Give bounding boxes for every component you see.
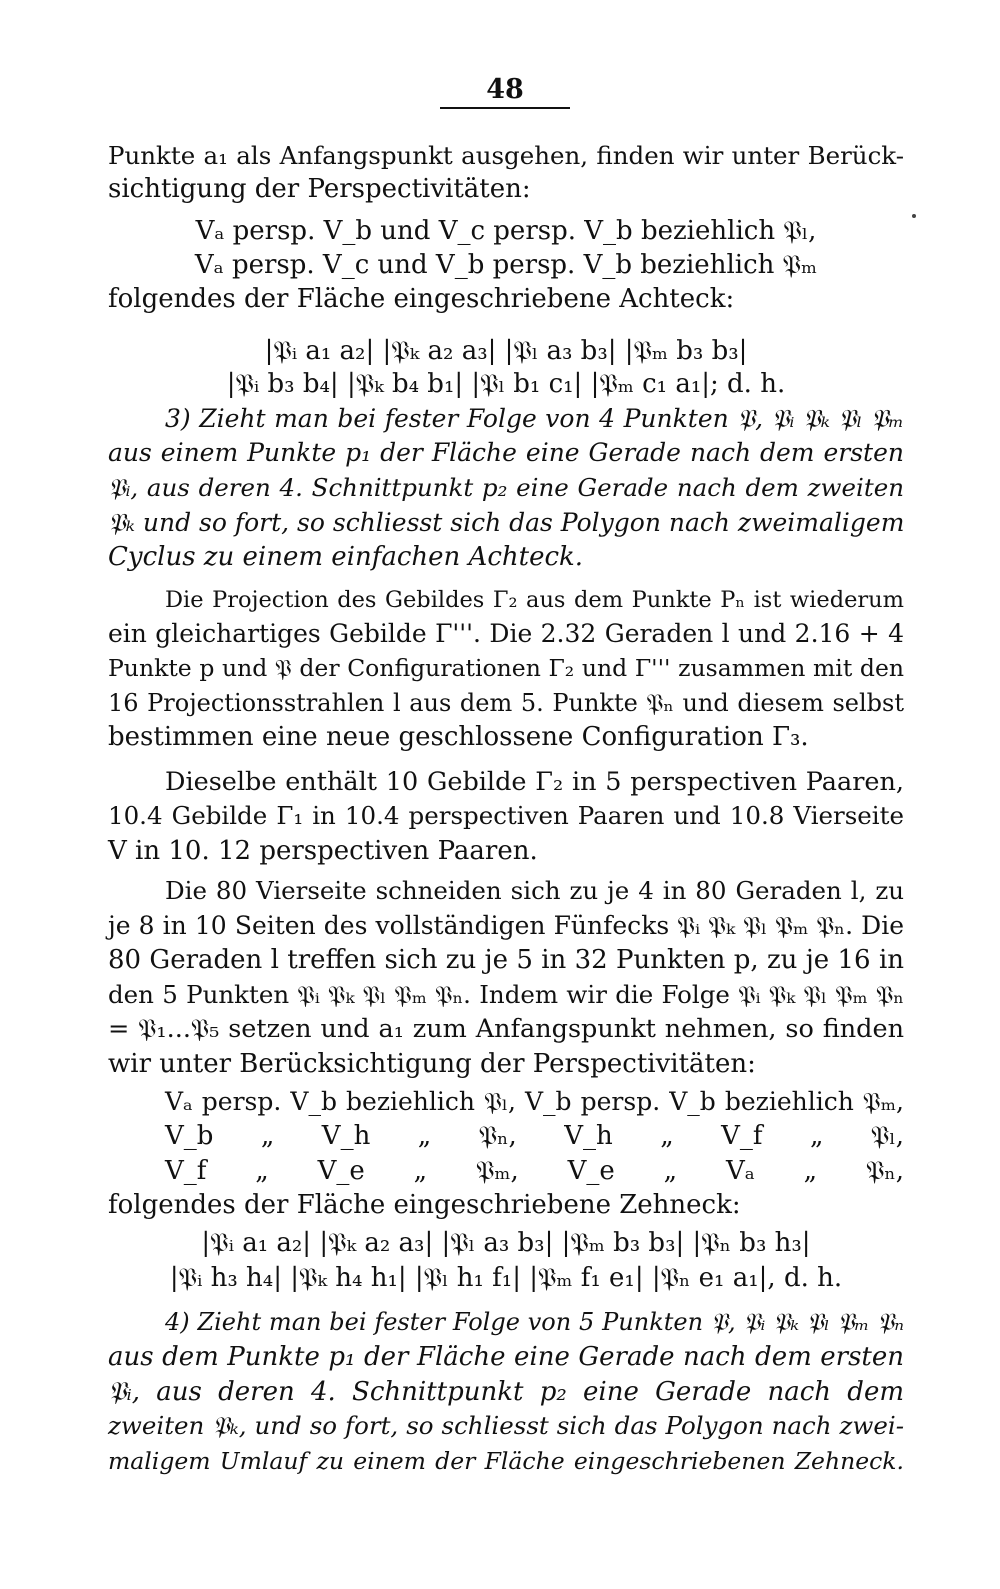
text-line: je 8 in 10 Seiten des vollständigen Fünfecks 𝔓ᵢ 𝔓ₖ 𝔓ₗ 𝔓ₘ 𝔓ₙ. Die bbox=[108, 911, 904, 940]
text-line: Vₐ persp. V_c und V_b persp. V_b beziehlich 𝔓ₘ bbox=[194, 250, 818, 280]
text-line: V in 10. 12 perspectiven Paaren. bbox=[108, 836, 538, 866]
text-line: 80 Geraden l treffen sich zu je 5 in 32 Punkten p, zu je 16 in bbox=[108, 945, 904, 975]
text-line: Punkte p und 𝔓 der Configurationen Γ₂ und Γ''' zusammen mit den bbox=[108, 654, 904, 682]
text-line: Vₐ persp. V_b beziehlich 𝔓ₗ, V_b persp. V_b beziehlich 𝔓ₘ, bbox=[165, 1087, 904, 1116]
text-line: |𝔓ᵢ b₃ b₄| |𝔓ₖ b₄ b₁| |𝔓ₗ b₁ c₁| |𝔓ₘ c₁ a₁|; d. h. bbox=[226, 369, 786, 399]
text-line: V_b „ V_h „ 𝔓ₙ, V_h „ V_f „ 𝔓ₗ, bbox=[165, 1121, 904, 1151]
text-line: |𝔓ᵢ a₁ a₂| |𝔓ₖ a₂ a₃| |𝔓ₗ a₃ b₃| |𝔓ₘ b₃ b₃| |𝔓ₙ b₃ h₃| bbox=[201, 1228, 811, 1258]
text-line: wir unter Berücksichtigung der Perspectivitäten: bbox=[108, 1049, 756, 1079]
text-line: Die 80 Vierseite schneiden sich zu je 4 in 80 Geraden l, zu bbox=[165, 876, 904, 905]
text-line: Vₐ persp. V_b und V_c persp. V_b beziehlich 𝔓ₗ, bbox=[195, 216, 817, 246]
text-line: 𝔓ᵢ, aus deren 4. Schnittpunkt p₂ eine Gerade nach dem zweiten bbox=[108, 473, 904, 502]
text-line: 10.4 Gebilde Γ₁ in 10.4 perspectiven Paaren und 10.8 Vierseite bbox=[108, 801, 904, 830]
text-line: folgendes der Fläche eingeschriebene Achteck: bbox=[108, 284, 735, 314]
text-line: 𝔓ₖ und so fort, so schliesst sich das Polygon nach zweimaligem bbox=[108, 508, 905, 537]
text-line: aus einem Punkte p₁ der Fläche eine Gerade nach dem ersten bbox=[108, 438, 904, 467]
text-line: 𝔓ᵢ, aus deren 4. Schnittpunkt p₂ eine Gerade nach dem bbox=[108, 1377, 904, 1407]
text-line: Die Projection des Gebildes Γ₂ aus dem Punkte Pₙ ist wiederum bbox=[165, 587, 904, 613]
text-line: Dieselbe enthält 10 Gebilde Γ₂ in 5 perspectiven Paaren, bbox=[165, 767, 904, 797]
text-line: 3) Zieht man bei fester Folge von 4 Punkten 𝔓, 𝔓ᵢ 𝔓ₖ 𝔓ₗ 𝔓ₘ bbox=[165, 404, 904, 433]
text-line: ein gleichartiges Gebilde Γ'''. Die 2.32 Geraden l und 2.16 + 4 bbox=[108, 619, 904, 648]
text-line: sichtigung der Perspectivitäten: bbox=[108, 174, 531, 204]
page-number: 48 bbox=[440, 74, 570, 109]
text-line: Cyclus zu einem einfachen Achteck. bbox=[108, 542, 584, 572]
text-line: aus dem Punkte p₁ der Fläche eine Gerade nach dem ersten bbox=[108, 1342, 904, 1372]
text-line: bestimmen eine neue geschlossene Configuration Γ₃. bbox=[108, 722, 809, 752]
text-line: V_f „ V_e „ 𝔓ₘ, V_e „ Vₐ „ 𝔓ₙ, bbox=[165, 1156, 904, 1186]
text-line: 16 Projectionsstrahlen l aus dem 5. Punkte 𝔓ₙ und diesem selbst bbox=[108, 689, 904, 717]
text-line: |𝔓ᵢ a₁ a₂| |𝔓ₖ a₂ a₃| |𝔓ₗ a₃ b₃| |𝔓ₘ b₃ b₃| bbox=[264, 336, 748, 366]
text-line: den 5 Punkten 𝔓ᵢ 𝔓ₖ 𝔓ₗ 𝔓ₘ 𝔓ₙ. Indem wir die Folge 𝔓ᵢ 𝔓ₖ 𝔓ₗ 𝔓ₘ 𝔓ₙ bbox=[108, 980, 904, 1009]
text-line: folgendes der Fläche eingeschriebene Zehneck: bbox=[108, 1190, 741, 1220]
text-line: |𝔓ᵢ h₃ h₄| |𝔓ₖ h₄ h₁| |𝔓ₗ h₁ f₁| |𝔓ₘ f₁ e₁| |𝔓ₙ e₁ a₁|, d. h. bbox=[169, 1263, 843, 1293]
text-line: zweiten 𝔓ₖ, und so fort, so schliesst sich das Polygon nach zwei- bbox=[108, 1411, 904, 1440]
text-line: maligem Umlauf zu einem der Fläche eingeschriebenen Zehneck. bbox=[108, 1447, 904, 1475]
text-line: Punkte a₁ als Anfangspunkt ausgehen, finden wir unter Berück- bbox=[108, 141, 904, 170]
margin-mark bbox=[912, 214, 916, 218]
text-line: 4) Zieht man bei fester Folge von 5 Punkten 𝔓, 𝔓ᵢ 𝔓ₖ 𝔓ₗ 𝔓ₘ 𝔓ₙ bbox=[165, 1308, 904, 1336]
text-line: = 𝔓₁...𝔓₅ setzen und a₁ zum Anfangspunkt nehmen, so finden bbox=[108, 1014, 904, 1044]
